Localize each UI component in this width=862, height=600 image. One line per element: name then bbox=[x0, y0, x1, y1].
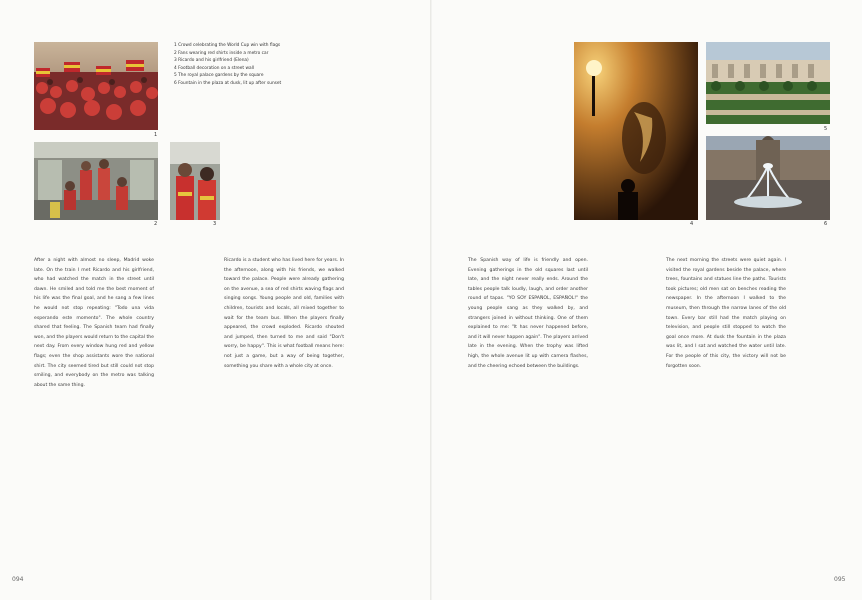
caption-item: 6 Fountain in the plaza at dusk, lit up after sunset bbox=[174, 80, 282, 86]
photo-number: 3 bbox=[213, 221, 217, 227]
photo-crowd bbox=[34, 42, 158, 130]
body-paragraph: The Spanish way of life is friendly and open. Evening gatherings in the old squares last until late, and the night never really ends. Around the tables people talk loudly, laugh, and order another round of tapas. "YO SOY ESPAÑOL, ESPAÑOL!" the young people sang as they walked by, and strangers joined in without thinking. One of them explained to me: "It has never happened before, and it will never happen again". The players arrived late in the evening. When the trophy was lifted high, the whole avenue lit up with camera flashes, and the cheering echoed between the buildings. bbox=[468, 258, 588, 369]
photo-number: 5 bbox=[824, 126, 828, 132]
body-paragraph: Ricardo is a student who has lived here for years. In the afternoon, along with his friends, we walked toward the palace. People were already gathering on the avenue, a sea of red shirts waving flags and singing songs. Young people and old, families with children, tourists and locals, all mixed together to wait for the team bus. When the players finally appeared, the crowd exploded. Ricardo shouted and jumped, then turned to me and said "Don't worry, be happy". This is what football means here: not just a game, but a way of being together, something you share with a whole city at once. bbox=[224, 258, 344, 369]
body-column-1 bbox=[34, 256, 154, 390]
body-column-2 bbox=[224, 256, 344, 371]
caption-item: 4 Football decoration on a street wall bbox=[174, 65, 255, 71]
page-number-left: 094 bbox=[12, 576, 24, 583]
caption-item: 1 Crowd celebrating the World Cup win with flags bbox=[174, 43, 281, 48]
caption-item: 5 The royal palace gardens by the square bbox=[174, 73, 264, 79]
photo-night-wall bbox=[574, 42, 698, 220]
caption-item: 2 Fans wearing red shirts inside a metro car bbox=[174, 50, 269, 56]
photo-palace-garden bbox=[706, 42, 830, 124]
body-column-3 bbox=[468, 256, 588, 371]
body-paragraph: The next morning the streets were quiet again. I visited the royal gardens beside the palace, where trees, fountains and statues line the paths. Tourists took pictures; old men sat on benches reading the newspaper. In the afternoon I walked to the museum, then through the narrow lanes of the old town. Every bar still had the match playing on television, and people still stopped to watch the goal once more. At dusk the fountain in the plaza was lit, and I sat and watched the water until late. For the people of this city, the victory will not be forgotten soon. bbox=[666, 258, 786, 369]
body-column-4 bbox=[666, 256, 786, 371]
photo-metro bbox=[34, 142, 158, 220]
photo-number: 4 bbox=[690, 221, 694, 227]
page-number-right: 095 bbox=[834, 576, 846, 583]
photo-number: 2 bbox=[154, 221, 158, 227]
photo-number: 1 bbox=[154, 132, 158, 138]
caption-list bbox=[174, 42, 344, 88]
photo-fountain bbox=[706, 136, 830, 220]
page-gutter bbox=[430, 0, 432, 600]
caption-item: 3 Ricardo and his girlfriend (Elena) bbox=[174, 58, 249, 64]
body-paragraph: After a night with almost no sleep, Madrid woke late. On the train I met Ricardo and his girlfriend, who had watched the match in the street until dawn. He smiled and told me the best moment of his life was the final goal, and he sang a few lines he would not stop repeating: "Todo una vida esperando este momento". The whole country shared that feeling. The Spanish team had finally won, and the players would return to the capital the next day. From every window hung red and yellow flags; even the shop assistants wore the national shirt. The city seemed tired but still could not stop smiling, and everybody on the metro was talking about the same thing. bbox=[34, 258, 154, 388]
photo-couple bbox=[170, 142, 220, 220]
photo-number: 6 bbox=[824, 221, 828, 227]
